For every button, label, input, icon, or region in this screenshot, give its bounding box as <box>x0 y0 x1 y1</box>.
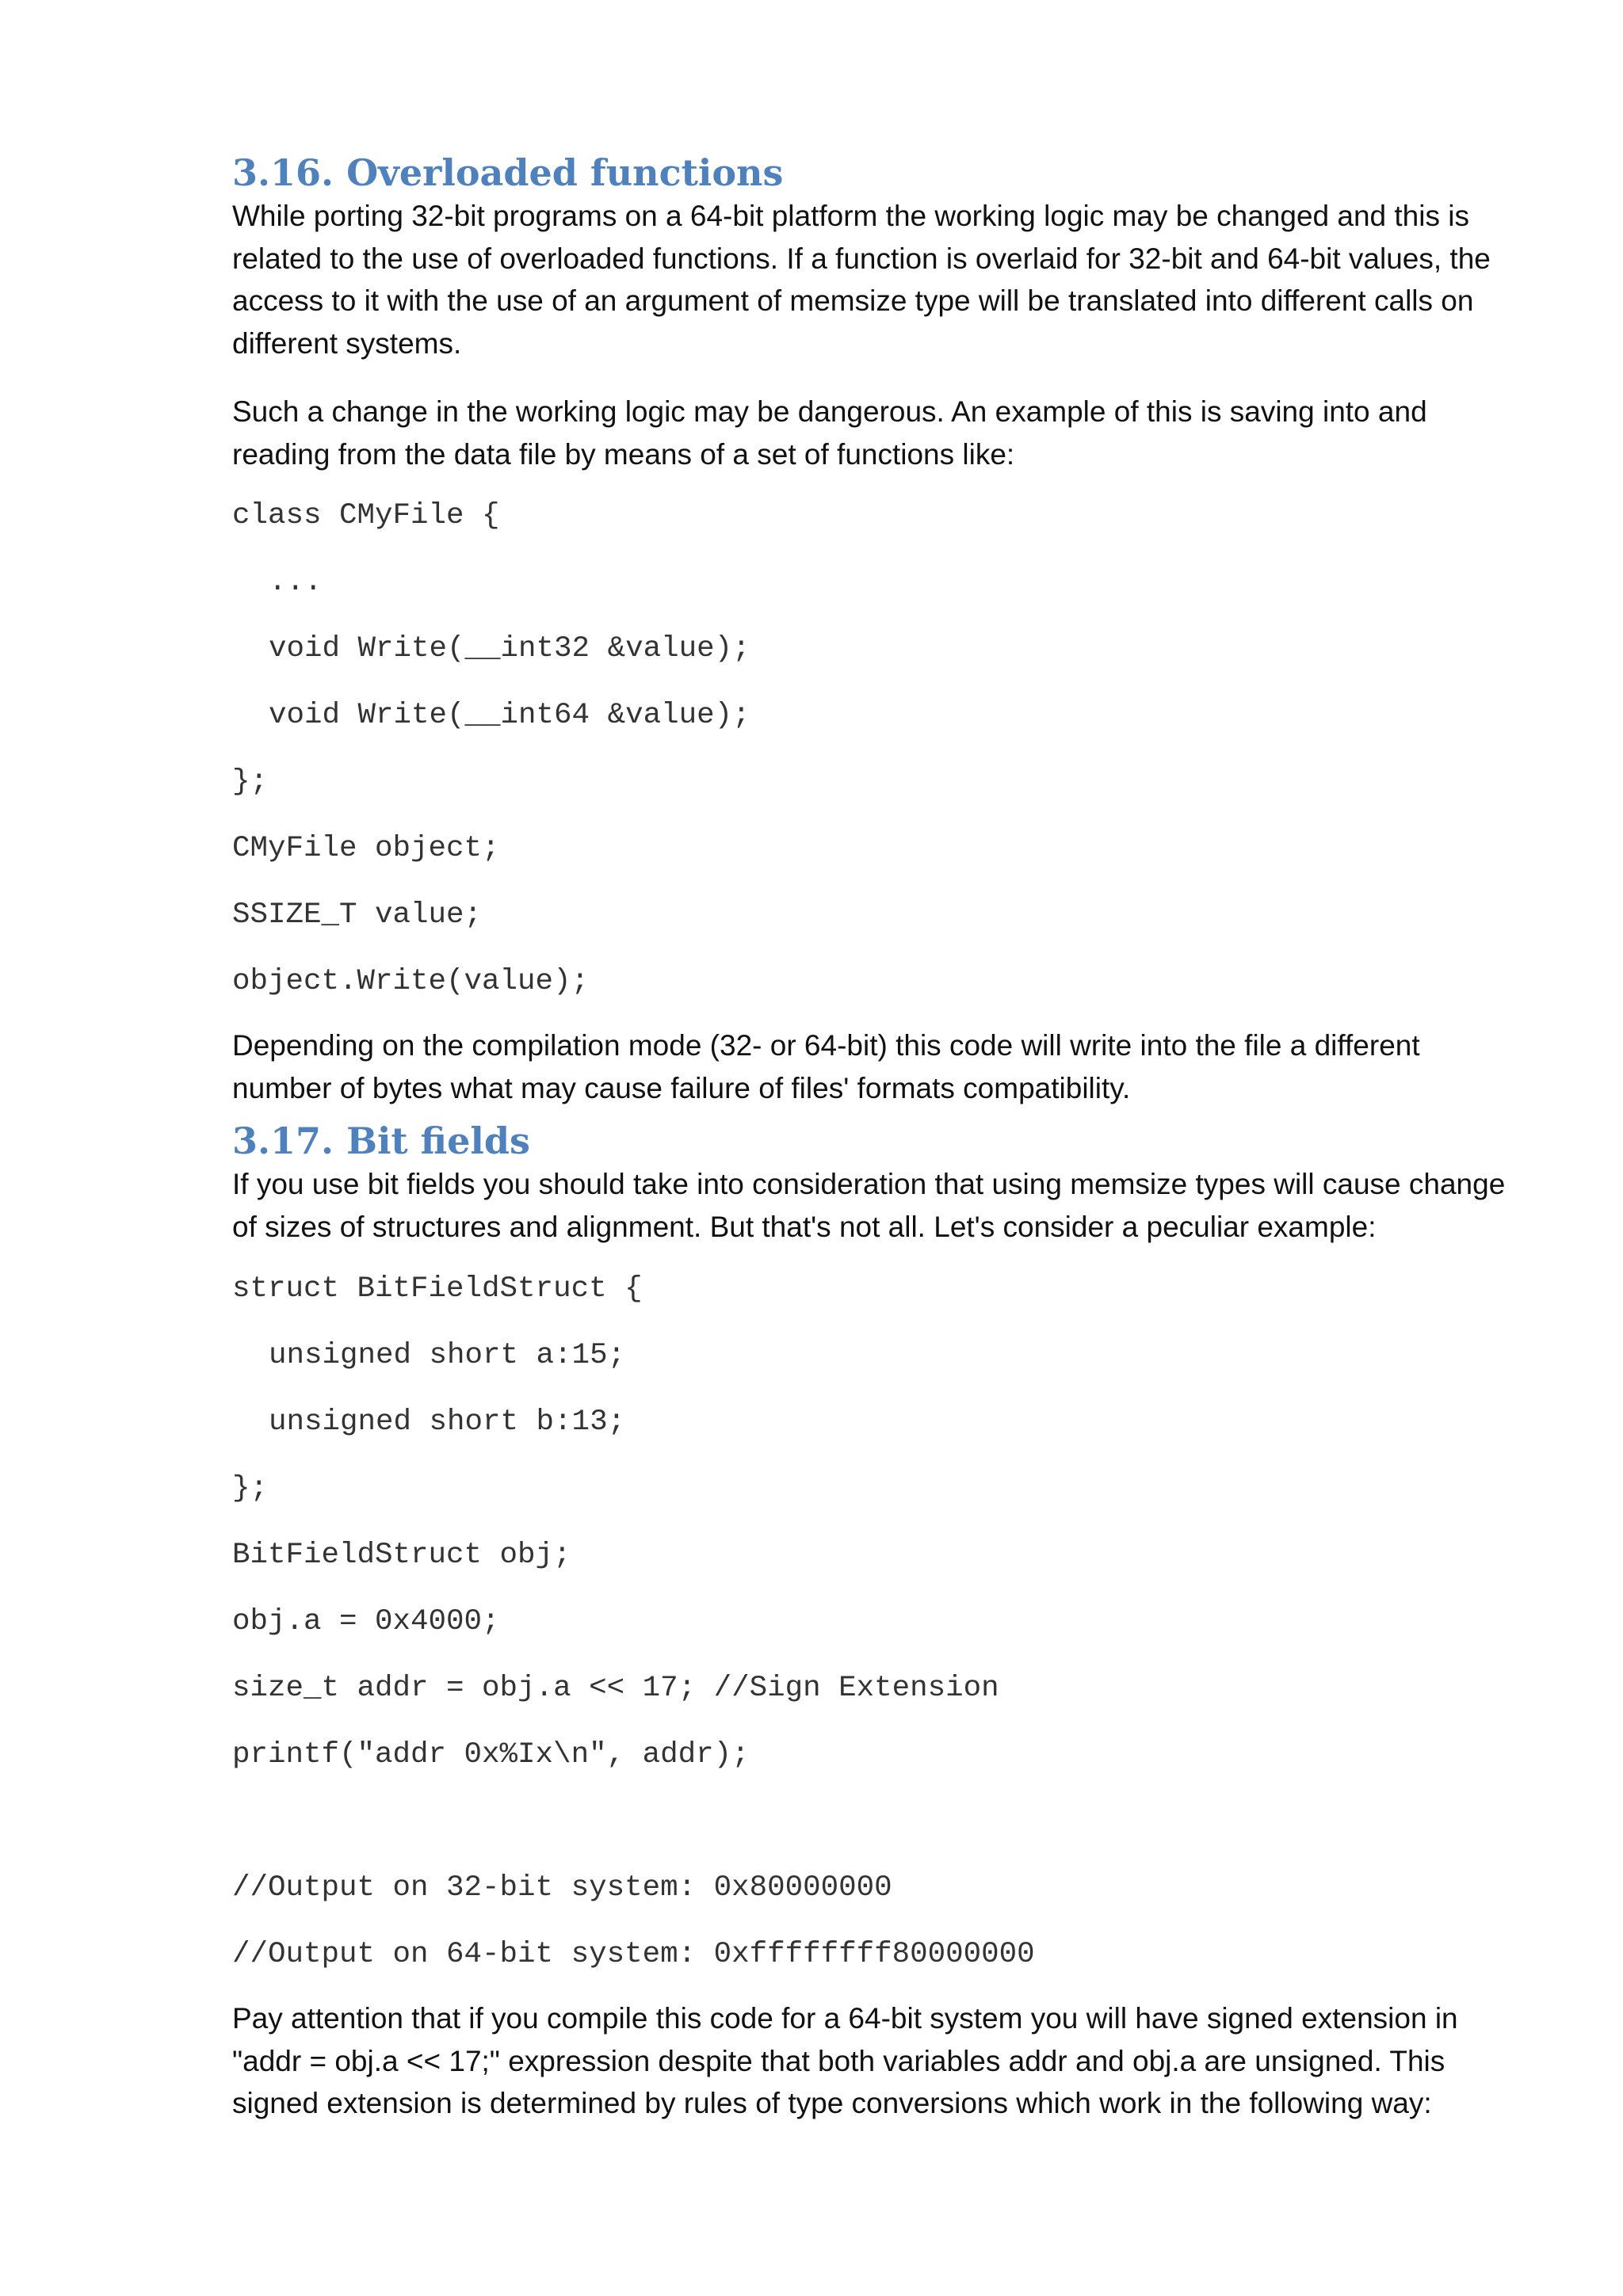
code-line: obj.a = 0x4000; <box>232 1605 500 1638</box>
code-line: object.Write(value); <box>232 965 590 998</box>
section-heading-bit-fields: 3.17. Bit fields <box>232 1119 530 1162</box>
code-line: //Output on 32-bit system: 0x80000000 <box>232 1871 892 1905</box>
paragraph: Depending on the compilation mode (32- or 64-bit) this code will write into the file a different number of bytes what may cause failure of files' formats compatibility. <box>232 1029 1420 1104</box>
code-line: size_t addr = obj.a << 17; //Sign Extension <box>232 1672 999 1705</box>
code-line: class CMyFile { <box>232 499 500 532</box>
code-line: void Write(__int32 &value); <box>269 632 750 666</box>
code-line: void Write(__int64 &value); <box>269 699 750 732</box>
code-line: ... <box>269 566 323 599</box>
section-heading-overloaded-functions: 3.16. Overloaded functions <box>232 151 784 194</box>
code-line: unsigned short a:15; <box>269 1339 626 1372</box>
paragraph: Such a change in the working logic may be dangerous. An example of this is saving into and reading from the data file by means of a set of functions like: <box>232 395 1427 471</box>
code-block <box>232 1272 1520 1972</box>
code-line: SSIZE_T value; <box>232 898 483 932</box>
paragraph: Pay attention that if you compile this code for a 64-bit system you will have signed extension in "addr = obj.a << 17;" expression despite that both variables addr and obj.a are unsigned. This signed extension is determined by rules of type conversions which work in the following way: <box>232 2002 1458 2119</box>
code-line: }; <box>232 765 269 799</box>
paragraph: While porting 32-bit programs on a 64-bit platform the working logic may be changed and this is related to the use of overloaded functions. If a function is overlaid for 32-bit and 64-bit values, the access to it with the use of an argument of memsize type will be translated into different calls on different systems. <box>232 200 1491 360</box>
paragraph: If you use bit fields you should take into consideration that using memsize types will cause change of sizes of structures and alignment. But that's not all. Let's consider a peculiar example: <box>232 1168 1506 1243</box>
code-line: CMyFile object; <box>232 832 500 865</box>
code-line: printf("addr 0x%Ix\n", addr); <box>232 1738 750 1772</box>
code-line: struct BitFieldStruct { <box>232 1272 643 1306</box>
document-page <box>232 151 1520 2125</box>
code-block <box>232 498 1520 999</box>
code-line: //Output on 64-bit system: 0xffffffff80000000 <box>232 1938 1035 1971</box>
code-line: unsigned short b:13; <box>269 1405 626 1439</box>
code-line: BitFieldStruct obj; <box>232 1539 571 1572</box>
code-line: }; <box>232 1472 269 1505</box>
